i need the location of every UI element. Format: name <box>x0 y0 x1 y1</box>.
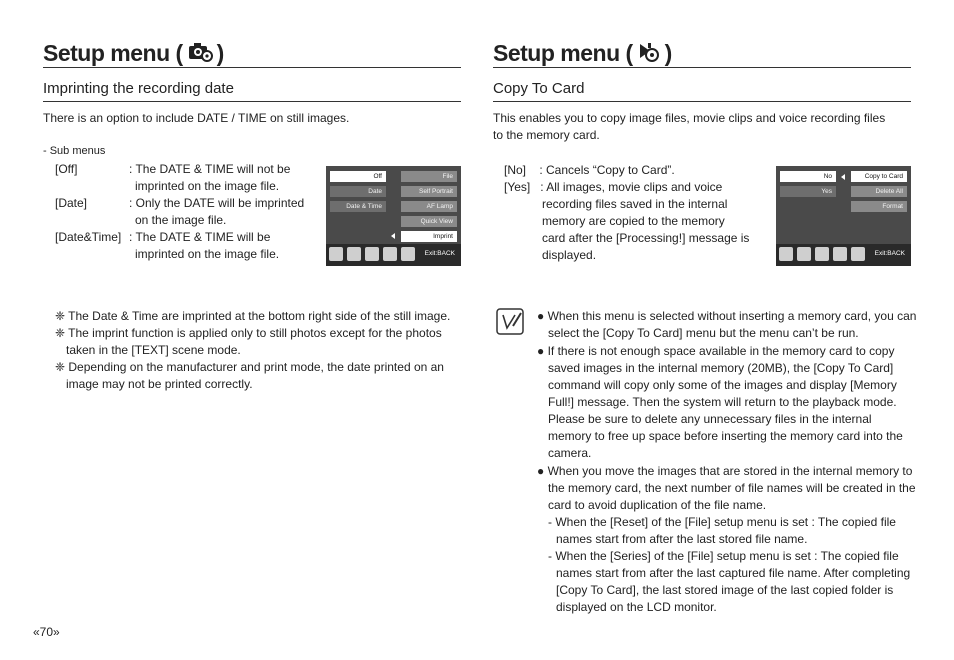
lcd-exit-label: Exit:BACK <box>424 250 455 257</box>
lcd-option-off: Off <box>330 171 386 182</box>
copy-lcd-screen <box>776 166 911 266</box>
lcd-menu-format: Format <box>851 201 907 212</box>
copy-option-yes-2: recording files saved in the internal <box>542 197 728 211</box>
page-number: «70» <box>33 625 60 639</box>
right-note-3-sub2: - When the [Series] of the [File] setup menu is set : The copied file <box>548 549 899 563</box>
lcd-selector-arrow-icon <box>841 174 845 180</box>
right-note-2-l4: Full!] message. Then the system will return to the playback mode. <box>548 395 897 409</box>
lcd-bottom-bar <box>326 244 461 266</box>
option-date-desc2: on the image file. <box>135 213 227 227</box>
camera-setup-icon <box>187 41 213 69</box>
option-off-desc1: : The DATE & TIME will not be <box>129 162 291 176</box>
left-note-2: ❈ The imprint function is applied only to still photos except for the photos <box>55 326 442 340</box>
right-note-1: ● When this menu is selected without inserting a memory card, you can <box>537 309 917 323</box>
right-title-text: Setup menu ( <box>493 40 633 66</box>
right-note-3-sub2-l2: names start from after the last captured file name. After completing <box>556 566 911 580</box>
right-note-3-sub2-l3: [Copy To Card], the last stored image of the last copied folder is <box>556 583 894 597</box>
option-date-key: [Date] <box>55 196 88 210</box>
copy-option-yes: [Yes] : All images, movie clips and voice <box>504 180 723 194</box>
lcd-menu-self-portrait: Self Portrait <box>401 186 457 197</box>
left-note-2-cont: taken in the [TEXT] scene mode. <box>66 343 241 357</box>
left-title-text: Setup menu ( <box>43 40 183 66</box>
right-note-3-sub1: - When the [Reset] of the [File] setup menu is set : The copied file <box>548 515 896 529</box>
right-section-heading: Copy To Card <box>493 80 585 97</box>
copy-option-yes-4: card after the [Processing!] message is <box>542 231 750 245</box>
right-note-2: ● If there is not enough space available in the memory card to copy <box>537 344 895 358</box>
left-page-title <box>43 40 224 69</box>
lcd-menu-af-lamp: AF Lamp <box>401 201 457 212</box>
lcd-mode-icon <box>779 247 793 261</box>
left-title-rule <box>43 67 461 68</box>
left-title-close: ) <box>216 40 224 66</box>
option-date-desc1: : Only the DATE will be imprinted <box>129 196 305 210</box>
lcd-selector-arrow-icon <box>391 233 395 239</box>
note-icon <box>496 308 526 341</box>
lcd-option-yes: Yes <box>780 186 836 197</box>
right-note-2-l5: Please be sure to delete any unnecessary files in the internal <box>548 412 872 426</box>
lcd-mode-icon <box>329 247 343 261</box>
right-intro-1: This enables you to copy image files, movie clips and voice recording files <box>493 111 886 125</box>
left-intro: There is an option to include DATE / TIME on still images. <box>43 111 350 125</box>
lcd-option-date: Date <box>330 186 386 197</box>
option-datetime-desc1: : The DATE & TIME will be <box>129 230 271 244</box>
lcd-sound-icon <box>797 247 811 261</box>
sub-menus-label: - Sub menus <box>43 145 106 157</box>
lcd-setup1-icon <box>815 247 829 261</box>
lcd-setup3-icon <box>851 247 865 261</box>
lcd-menu-imprint: Imprint <box>401 231 457 242</box>
right-note-2-l7: camera. <box>548 446 592 460</box>
right-note-3-l3: card to avoid duplication of the file name. <box>548 498 767 512</box>
lcd-setup1-icon <box>365 247 379 261</box>
lcd-bottom-bar <box>776 244 911 266</box>
right-intro-2: to the memory card. <box>493 128 600 142</box>
copy-option-yes-5: displayed. <box>542 248 597 262</box>
lcd-setup2-icon <box>383 247 397 261</box>
option-datetime-key: [Date&Time] <box>55 230 122 244</box>
left-section-rule <box>43 101 461 102</box>
lcd-setup2-icon <box>833 247 847 261</box>
right-title-close: ) <box>664 40 672 66</box>
lcd-menu-delete-all: Delete All <box>851 186 907 197</box>
lcd-menu-quick-view: Quick View <box>401 216 457 227</box>
lcd-setup3-icon <box>401 247 415 261</box>
option-datetime-desc2: imprinted on the image file. <box>135 247 280 261</box>
lcd-sound-icon <box>347 247 361 261</box>
left-section-heading: Imprinting the recording date <box>43 80 234 97</box>
lcd-option-datetime: Date & Time <box>330 201 386 212</box>
left-note-1: ❈ The Date & Time are imprinted at the bottom right side of the still image. <box>55 309 451 323</box>
copy-option-yes-3: memory are copied to the memory <box>542 214 725 228</box>
imprint-lcd-screen <box>326 166 461 266</box>
right-note-3-l2: the memory card, the next number of file names will be created in the <box>548 481 916 495</box>
right-note-3-sub1-l2: names start from after the last stored file name. <box>556 532 808 546</box>
playback-setup-icon <box>637 41 661 69</box>
right-note-3-sub2-l4: displayed on the LCD monitor. <box>556 600 717 614</box>
lcd-menu-copy-to-card: Copy to Card <box>851 171 907 182</box>
option-off-desc2: imprinted on the image file. <box>135 179 280 193</box>
lcd-option-no: No <box>780 171 836 182</box>
right-note-2-l3: command will copy only some of the images and display [Memory <box>548 378 897 392</box>
right-note-2-l2: saved images in the internal memory (20MB), the [Copy To Card] <box>548 361 894 375</box>
lcd-menu-file: File <box>401 171 457 182</box>
lcd-exit-label: Exit:BACK <box>874 250 905 257</box>
right-title-rule <box>493 67 911 68</box>
right-section-rule <box>493 101 911 102</box>
right-page-title <box>493 40 672 69</box>
left-note-3-cont: image may not be printed correctly. <box>66 377 253 391</box>
right-note-3: ● When you move the images that are stored in the internal memory to <box>537 464 913 478</box>
right-note-2-l6: memory to free up space before inserting the memory card into the <box>548 429 903 443</box>
copy-option-no: [No] : Cancels “Copy to Card”. <box>504 163 675 177</box>
right-note-1-cont: select the [Copy To Card] menu but the menu can’t be run. <box>548 326 859 340</box>
option-off-key: [Off] <box>55 162 78 176</box>
left-note-3: ❈ Depending on the manufacturer and print mode, the date printed on an <box>55 360 444 374</box>
